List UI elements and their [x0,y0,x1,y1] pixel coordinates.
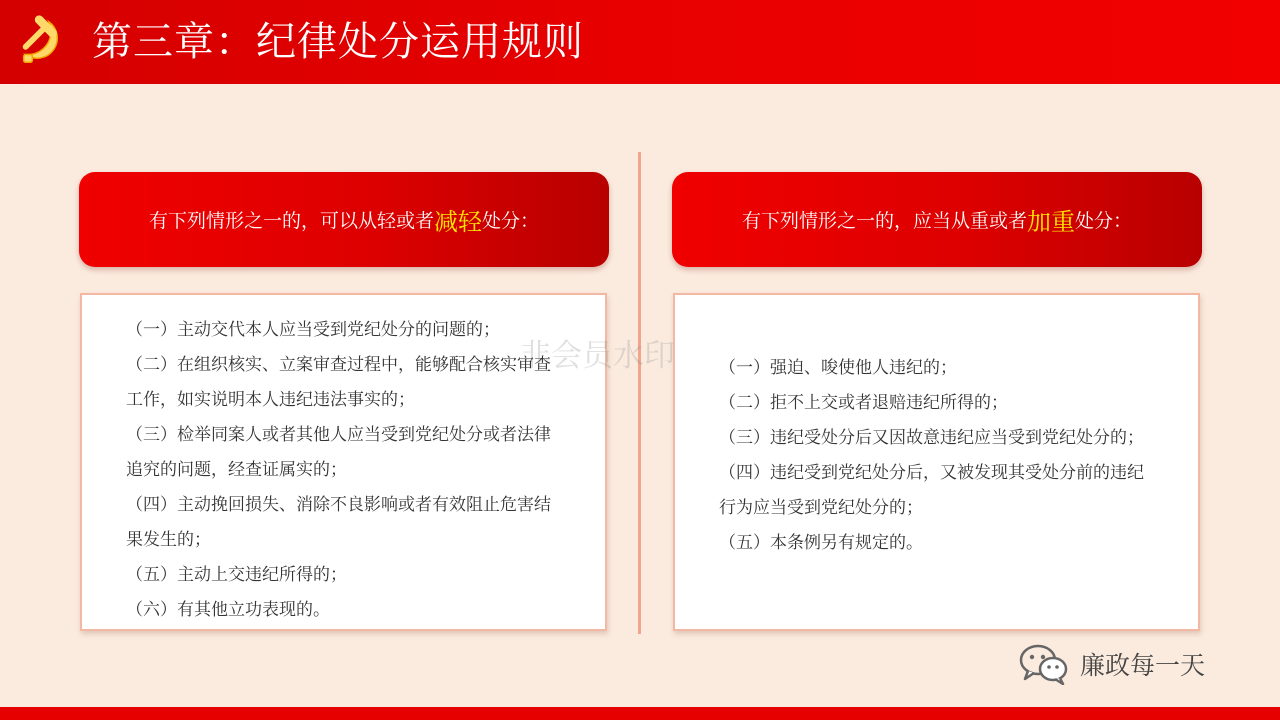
watermark: 非会员水印 [520,338,675,374]
right-banner-highlight: 加重 [1027,208,1075,236]
left-banner-highlight: 减轻 [434,208,482,236]
left-banner-prefix: 有下列情形之一的，可以从轻或者 [148,210,434,232]
list-item: （一）主动交代本人应当受到党纪处分的问题的； [126,320,500,340]
list-item: （二）在组织核实、立案审查过程中，能够配合核实审查工作，如实说明本人违纪违法事实的； [126,355,551,410]
list-item: （三）检举同案人或者其他人应当受到党纪处分或者法律追究的问题，经查证属实的； [126,425,551,480]
right-banner-suffix: 处分： [1075,210,1133,232]
right-banner [672,172,1202,267]
left-card-text [126,313,565,628]
list-item: （三）违纪受处分后又因故意违纪应当受到党纪处分的； [719,428,1144,448]
list-item: （五）本条例另有规定的。 [719,533,923,553]
right-card [673,293,1200,631]
page-title: 第三章：纪律处分运用规则 [92,19,584,65]
footer-bar [0,707,1280,720]
right-banner-prefix: 有下列情形之一的，应当从重或者 [741,210,1027,232]
brand [1018,640,1205,688]
list-item: （六）有其他立功表现的。 [126,600,330,620]
list-item: （四）主动挽回损失、消除不良影响或者有效阻止危害结果发生的； [126,495,551,550]
left-banner-suffix: 处分： [482,210,540,232]
left-banner [79,172,609,267]
list-item: （四）违纪受到党纪处分后，又被发现其受处分前的违纪行为应当受到党纪处分的； [719,463,1144,518]
right-card-text [719,351,1158,561]
center-divider [638,152,641,634]
list-item: （五）主动上交违纪所得的； [126,565,347,585]
list-item: （一）强迫、唆使他人违纪的； [719,358,957,378]
wechat-icon [1018,643,1070,685]
list-item: （二）拒不上交或者退赔违纪所得的； [719,393,1008,413]
brand-name: 廉政每一天 [1080,651,1206,680]
header-bar [0,0,1280,84]
hammer-sickle-icon [14,12,72,70]
